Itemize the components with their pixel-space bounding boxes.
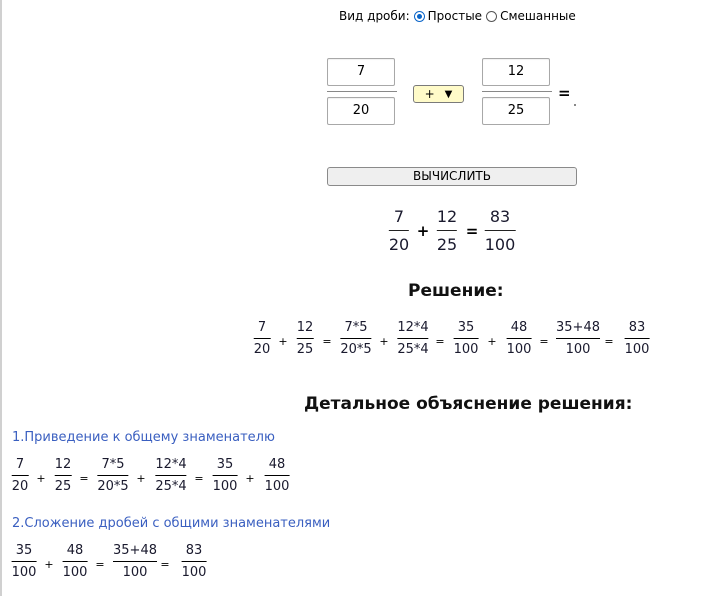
denominator: 100 xyxy=(453,342,479,357)
operator-sign: = xyxy=(79,472,89,485)
left-denominator-input[interactable]: 20 xyxy=(327,97,395,125)
denominator: 20 xyxy=(253,342,271,357)
denominator: 20*5 xyxy=(97,479,129,494)
denominator: 100 xyxy=(484,235,516,254)
operator-sign: = xyxy=(604,335,614,348)
result-fraction-answer xyxy=(485,207,516,254)
fraction xyxy=(12,457,29,494)
operator-sign: + xyxy=(36,472,46,485)
radio-simple[interactable] xyxy=(414,11,425,22)
denominator: 100 xyxy=(181,565,207,580)
fraction-line xyxy=(297,338,314,339)
result-equals: = xyxy=(465,222,479,240)
fraction xyxy=(213,457,238,494)
step2-title: 2.Сложение дробей с общими знаменателями xyxy=(12,516,331,531)
fraction-line xyxy=(113,561,157,562)
numerator: 7 xyxy=(15,457,25,472)
fraction-line xyxy=(254,338,271,339)
right-numerator-input[interactable]: 12 xyxy=(482,58,550,86)
result-fraction-a xyxy=(389,207,409,254)
fraction xyxy=(182,543,207,580)
numerator: 7 xyxy=(257,320,267,335)
left-numerator-input[interactable]: 7 xyxy=(327,58,395,86)
operator-sign: = xyxy=(539,335,549,348)
numerator: 35 xyxy=(216,457,234,472)
fraction-line xyxy=(155,475,186,476)
page-left-border xyxy=(0,0,2,596)
fraction-line xyxy=(182,561,207,562)
operator-sign: = xyxy=(95,558,105,571)
fraction xyxy=(254,320,271,357)
numerator: 7*5 xyxy=(344,320,368,335)
denominator: 20*5 xyxy=(340,342,372,357)
operator-sign: + xyxy=(44,558,54,571)
fraction xyxy=(155,457,186,494)
result-operator: + xyxy=(416,222,430,240)
operator-sign: + xyxy=(136,472,146,485)
details-title: Детальное объяснение решения: xyxy=(304,394,633,414)
operator-select[interactable] xyxy=(413,85,464,103)
fraction xyxy=(340,320,371,357)
numerator: 83 xyxy=(489,207,511,226)
denominator: 20 xyxy=(388,235,410,254)
fraction-line xyxy=(265,475,290,476)
result-placeholder-dot xyxy=(574,104,576,106)
denominator: 100 xyxy=(212,479,238,494)
numerator: 48 xyxy=(268,457,286,472)
fraction-type-selector xyxy=(339,9,580,23)
denominator: 25 xyxy=(54,479,72,494)
fraction-line xyxy=(340,338,371,339)
fraction-line xyxy=(63,561,88,562)
operator-sign: = xyxy=(194,472,204,485)
fraction-line xyxy=(213,475,238,476)
fraction-line xyxy=(397,338,428,339)
result-fraction-b xyxy=(437,207,457,254)
fraction xyxy=(507,320,532,357)
fraction-line xyxy=(437,230,457,231)
chevron-down-icon: ▼ xyxy=(444,88,453,100)
numerator: 7 xyxy=(393,207,405,226)
numerator: 48 xyxy=(510,320,528,335)
fraction xyxy=(55,457,72,494)
radio-mixed[interactable] xyxy=(486,11,497,22)
denominator: 100 xyxy=(264,479,290,494)
operator-sign: + xyxy=(278,335,288,348)
step1-title: 1.Приведение к общему знаменателю xyxy=(12,430,275,445)
fraction xyxy=(113,543,157,580)
operator-sign: = xyxy=(322,335,332,348)
right-denominator-input[interactable]: 25 xyxy=(482,97,550,125)
numerator: 12 xyxy=(436,207,458,226)
radio-mixed-label[interactable]: Смешанные xyxy=(500,9,576,23)
fraction-line xyxy=(485,230,516,231)
fraction xyxy=(556,320,600,357)
fraction-line xyxy=(625,338,650,339)
numerator: 7*5 xyxy=(101,457,125,472)
fraction xyxy=(297,320,314,357)
fraction-type-label: Вид дроби: xyxy=(339,9,410,23)
denominator: 100 xyxy=(624,342,650,357)
radio-simple-label[interactable]: Простые xyxy=(427,9,483,23)
numerator: 83 xyxy=(628,320,646,335)
operator-sign: = xyxy=(160,558,170,571)
operator-sign: + xyxy=(245,472,255,485)
denominator: 100 xyxy=(506,342,532,357)
operator-select-value: + xyxy=(424,87,435,101)
fraction-line xyxy=(55,475,72,476)
operator-sign: + xyxy=(487,335,497,348)
right-fraction-bar xyxy=(482,91,552,92)
fraction-line xyxy=(507,338,532,339)
denominator: 25*4 xyxy=(397,342,429,357)
fraction xyxy=(454,320,479,357)
denominator: 25 xyxy=(436,235,458,254)
solution-title: Решение: xyxy=(408,281,504,301)
fraction xyxy=(97,457,128,494)
numerator: 48 xyxy=(66,543,84,558)
denominator: 100 xyxy=(62,565,88,580)
operator-sign: + xyxy=(379,335,389,348)
denominator: 100 xyxy=(11,565,37,580)
numerator: 35 xyxy=(457,320,475,335)
denominator: 100 xyxy=(122,565,148,580)
fraction-line xyxy=(12,561,37,562)
input-equals-sign: = xyxy=(558,84,571,102)
numerator: 12 xyxy=(296,320,314,335)
denominator: 25*4 xyxy=(155,479,187,494)
calculate-button[interactable]: ВЫЧИСЛИТЬ xyxy=(327,167,577,186)
fraction xyxy=(12,543,37,580)
denominator: 25 xyxy=(296,342,314,357)
numerator: 35+48 xyxy=(113,543,157,558)
fraction-line xyxy=(389,230,409,231)
denominator: 20 xyxy=(11,479,29,494)
numerator: 35 xyxy=(15,543,33,558)
left-fraction-bar xyxy=(327,91,397,92)
fraction-line xyxy=(97,475,128,476)
numerator: 12 xyxy=(54,457,72,472)
fraction-line xyxy=(454,338,479,339)
numerator: 12*4 xyxy=(155,457,187,472)
fraction xyxy=(63,543,88,580)
numerator: 12*4 xyxy=(397,320,429,335)
numerator: 83 xyxy=(185,543,203,558)
denominator: 100 xyxy=(565,342,591,357)
fraction-line xyxy=(556,338,600,339)
fraction xyxy=(265,457,290,494)
operator-sign: = xyxy=(435,335,445,348)
numerator: 35+48 xyxy=(556,320,600,335)
fraction-line xyxy=(12,475,29,476)
fraction xyxy=(397,320,428,357)
fraction xyxy=(625,320,650,357)
